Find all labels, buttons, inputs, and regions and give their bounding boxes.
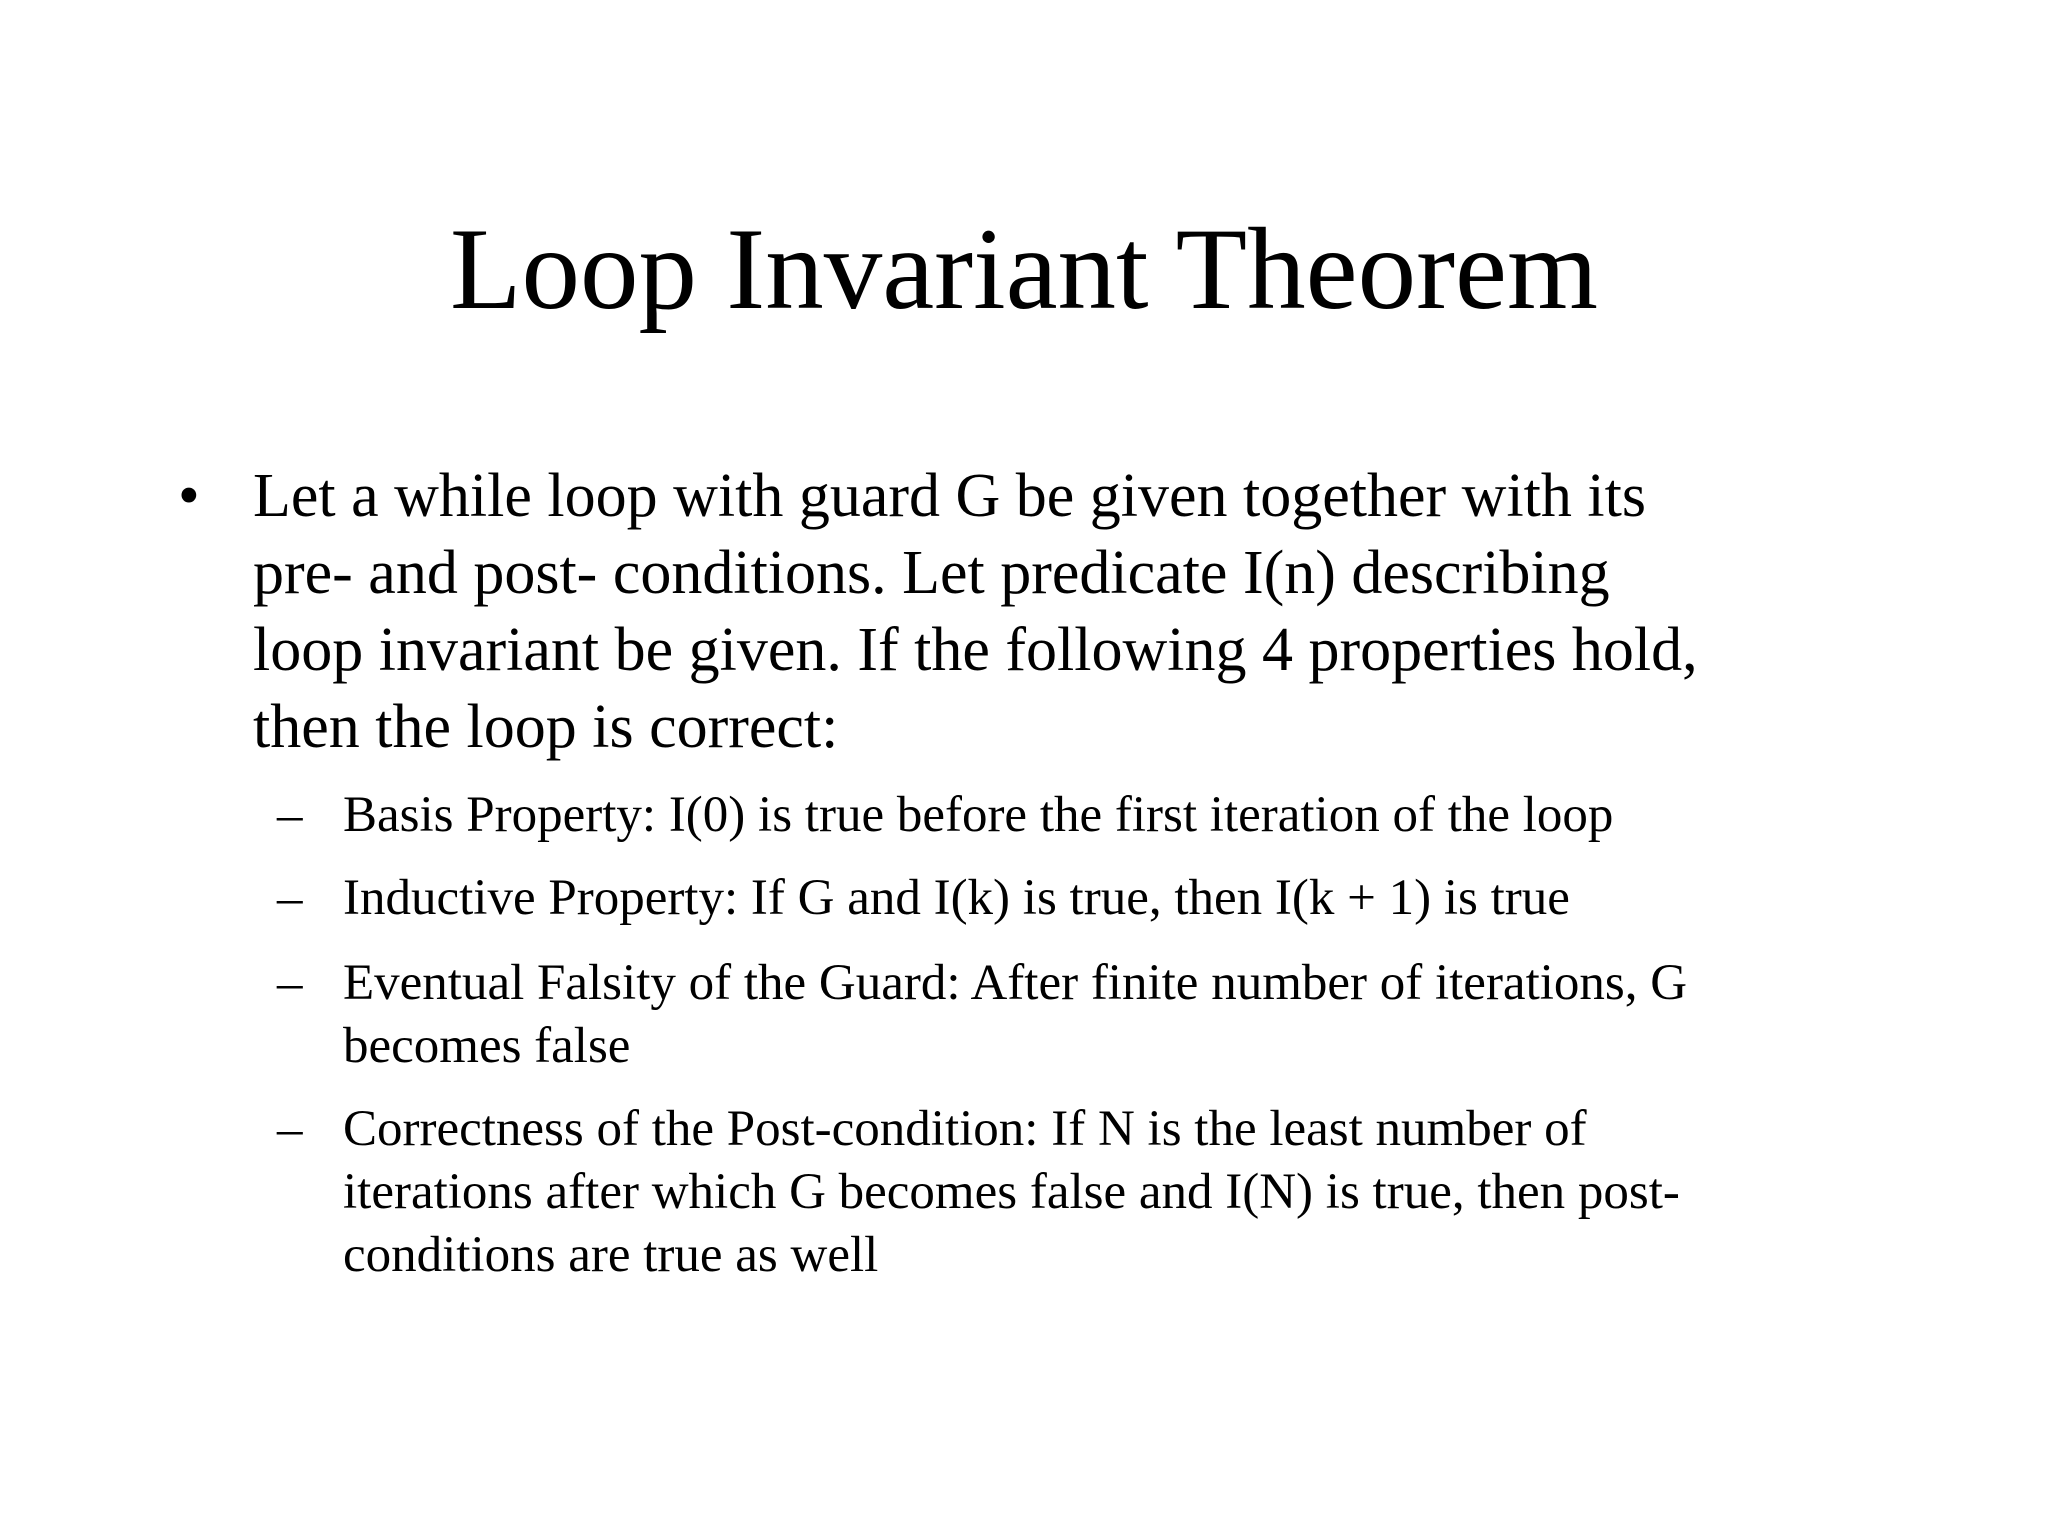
sub-bullet-line: conditions are true as well: [343, 1227, 879, 1283]
bullet-marker: •: [178, 462, 200, 530]
slide-title: Loop Invariant Theorem: [450, 205, 1598, 334]
sub-bullet-line: Eventual Falsity of the Guard: After finite number of iterations, G: [343, 955, 1688, 1011]
sub-bullet-line: Correctness of the Post-condition: If N is the least number of: [343, 1101, 1587, 1157]
sub-bullet-line: iterations after which G becomes false and I(N) is true, then post-: [343, 1164, 1680, 1220]
sub-bullet-line: Basis Property: I(0) is true before the first iteration of the loop: [343, 787, 1614, 843]
sub-bullet-text: [343, 867, 1570, 930]
sub-bullet-text: [343, 784, 1613, 847]
dash-marker: –: [277, 1101, 303, 1157]
sub-bullet-line: Inductive Property: If G and I(k) is true, then I(k + 1) is true: [343, 870, 1570, 926]
dash-marker: –: [277, 870, 303, 926]
sub-bullet-line: becomes false: [343, 1018, 631, 1074]
slide-body: [0, 458, 2048, 1458]
dash-marker: –: [277, 955, 303, 1011]
main-bullet-text: [253, 458, 1893, 766]
dash-marker: –: [277, 787, 303, 843]
sub-bullet-text: [343, 952, 1687, 1078]
main-bullet-line-3: loop invariant be given. If the following 4 properties hold,: [253, 616, 1698, 684]
main-bullet-line-2: pre- and post- conditions. Let predicate I(n) describing: [253, 539, 1610, 607]
main-bullet-line-4: then the loop is correct:: [253, 693, 839, 761]
main-bullet-line-1: Let a while loop with guard G be given together with its: [253, 462, 1646, 530]
sub-bullet-text: [343, 1098, 1680, 1287]
